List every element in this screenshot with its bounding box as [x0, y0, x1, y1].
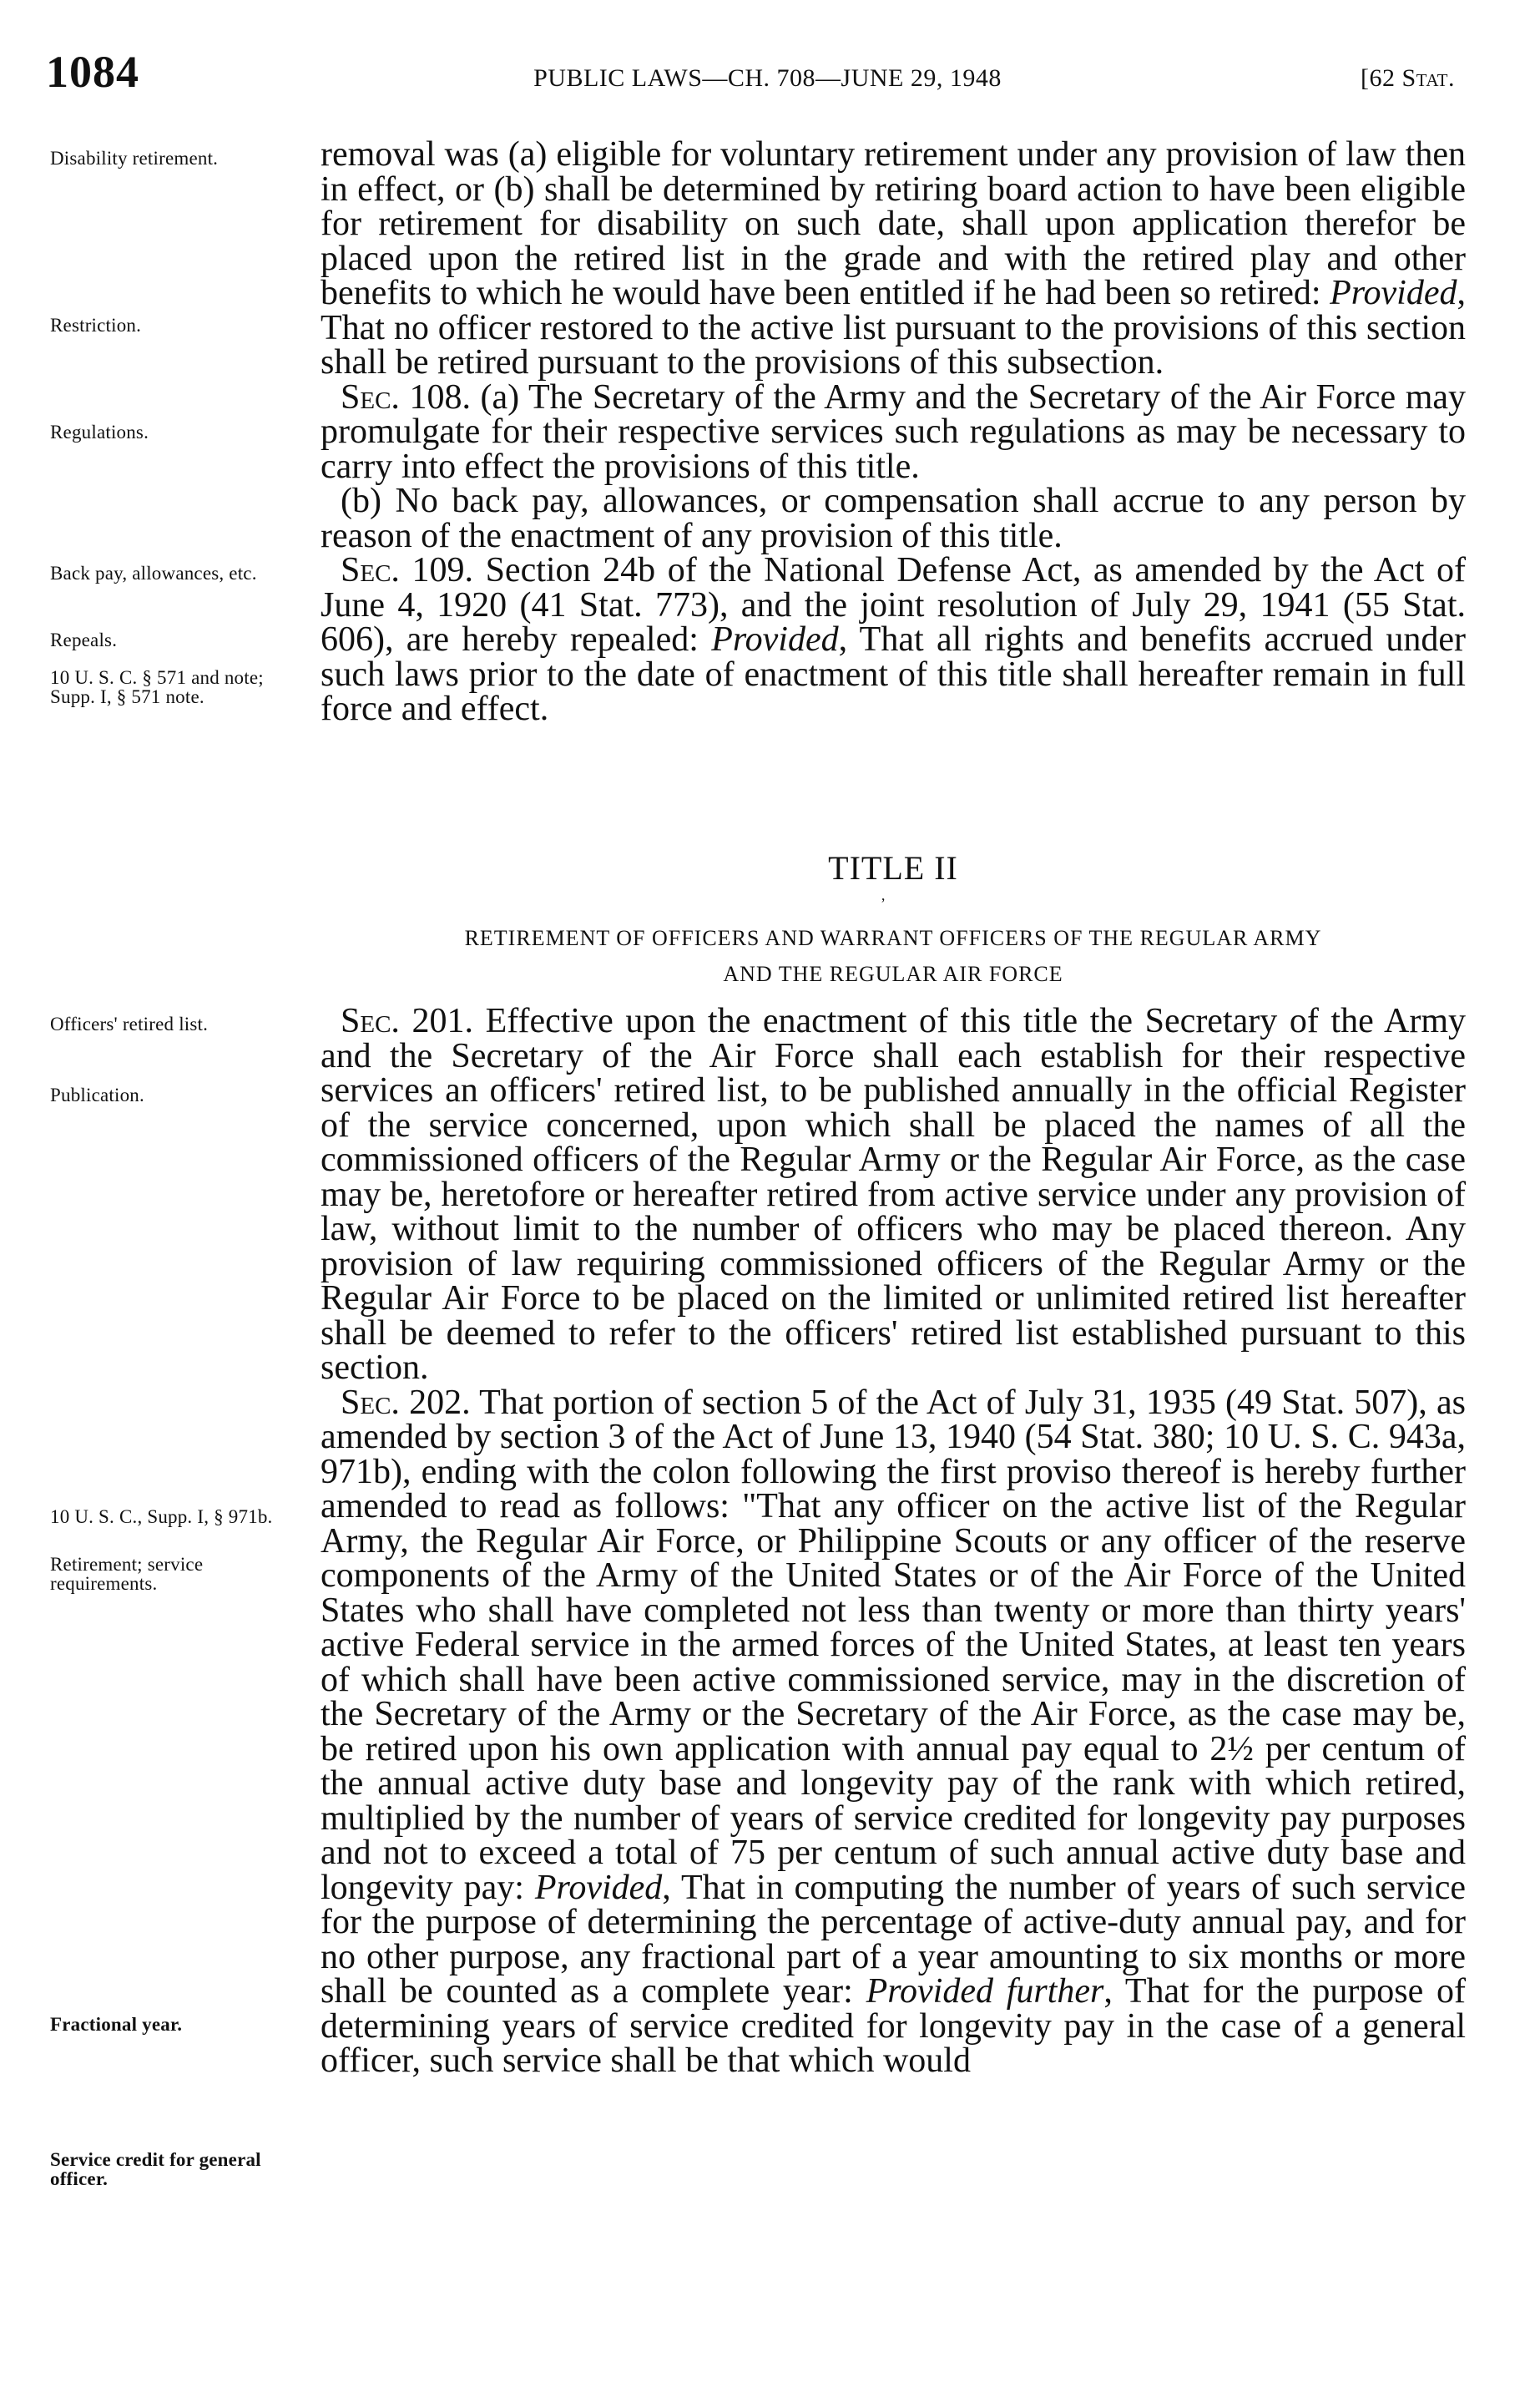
paragraph-continued: removal was (a) eligible for voluntary retirement under any provision of law then in effect, or (b) shall be determined by retiring board action to have been eligible for retirement for disability on such date, shall upon application therefor be placed upon the retired list in the grade and with the retired play and other benefits to which he would have been entitled if he had been so retired: Provided, That no officer restored to the active list pursuant to the provisions of this section shall be retired pursuant to the provisions of this subsection. [321, 135, 1466, 382]
margin-note-usc-citation: 10 U. S. C., Supp. I, § 971b. [50, 1506, 273, 1527]
margin-note-service-credit: Service credit for general officer. [50, 2149, 261, 2189]
section-202: Sec. 202. That portion of section 5 of the Act of July 31, 1935 (49 Stat. 507), as amended by section 3 of the Act of June 13, 1940 (54 Stat. 380; 10 U. S. C. 943a, 971b), ending with the colon following the first proviso thereof is hereby further amended to read as follows: "That any officer on the active list of the Regular Army, the Regular Air Force, or Philippine Scouts or any officer of the reserve components of the Army of the United States or of the Air Force of the United States who shall have completed not less than twenty or more than thirty years' active Federal service in the armed forces of the United States, at least ten years of which shall have been active commissioned service, may in the discretion of the Secretary of the Army or the Secretary of the Air Force, as the case may be, be retired upon his own application with annual pay equal to 2½ per centum of the annual active duty base and longevity pay of the rank with which retired, multiplied by the number of years of service credited for longevity pay purposes and not to exceed a total of 75 per centum of such annual active duty base and longevity pay: Provided, That in computing the number of years of such service for the purpose of determining the percentage of active-duty annual pay, and for no other purpose, any fractional part of a year amounting to six months or more shall be counted as a complete year: Provided further, That for the purpose of determining years of service credited for longevity pay in the case of a general officer, such service shall be that which would [321, 1383, 1467, 2080]
page-header [0, 46, 1535, 104]
margin-note-repeals-citation: 10 U. S. C. § 571 and note; Supp. I, § 571 note. [50, 667, 264, 707]
section-108: Sec. 108. (a) The Secretary of the Army and the Secretary of the Air Force may promulgate for their respective services such regulations as may be necessary to carry into effect the provisions of this title. [321, 377, 1466, 486]
print-mark: ʼ [881, 895, 886, 912]
text-block-lower [321, 1004, 1466, 2079]
volume-reference [1361, 64, 1455, 93]
margin-note-disability: Disability retirement. [50, 148, 219, 169]
volume-prefix: [62 [1361, 64, 1396, 92]
margin-note-restriction: Restriction. [50, 315, 142, 336]
section-109: Sec. 109. Section 24b of the National Defense Act, as amended by the Act of June 4, 1920 (41 Stat. 773), and the joint resolution of July 29, 1941 (55 Stat. 606), are hereby repealed: Provided, That all rights and benefits accrued under such laws prior to the date of enactment of this title shall hereafter remain in full force and effect. [321, 551, 1466, 728]
margin-note-publication: Publication. [50, 1085, 144, 1105]
title-subheading: RETIREMENT OF OFFICERS AND WARRANT OFFICERS OF THE REGULAR ARMY AND THE REGULAR AIR FORCE [464, 926, 1322, 986]
text-block-upper [321, 135, 1466, 728]
margin-note-regulations: Regulations. [50, 422, 149, 443]
volume-suffix: Stat. [1401, 64, 1455, 92]
running-head: PUBLIC LAWS—CH. 708—JUNE 29, 1948 [533, 64, 1002, 92]
section-108-b: (b) No back pay, allowances, or compensation shall accrue to any person by reason of the enactment of any provision of this title. [321, 482, 1466, 555]
margin-note-retirement-requirements: Retirement; service requirements. [50, 1554, 204, 1594]
margin-note-officers-retired-list: Officers' retired list. [50, 1014, 209, 1035]
page-number: 1084 [46, 47, 139, 97]
margin-note-fractional-year: Fractional year. [50, 2014, 183, 2035]
title-heading: TITLE II [828, 849, 958, 887]
section-201: Sec. 201. Effective upon the enactment of this title the Secretary of the Army and the Secretary of the Air Force shall each establish for their respective services an officers' retired list, to be published annually in the official Register of the service concerned, upon which shall be placed the names of all the commissioned officers of the Regular Army or the Regular Air Force, as the case may be, heretofore or hereafter retired from active service under any provision of law, without limit to the number of officers who may be placed thereon. Any provision of law requiring commissioned officers of the Regular Army or the Regular Air Force to be placed on the limited or unlimited retired list hereafter shall be deemed to refer to the officers' retired list established pursuant to this section. [321, 1002, 1466, 1387]
margin-note-back-pay: Back pay, allowances, etc. [50, 563, 257, 584]
margin-note-repeals: Repeals. [50, 630, 118, 650]
